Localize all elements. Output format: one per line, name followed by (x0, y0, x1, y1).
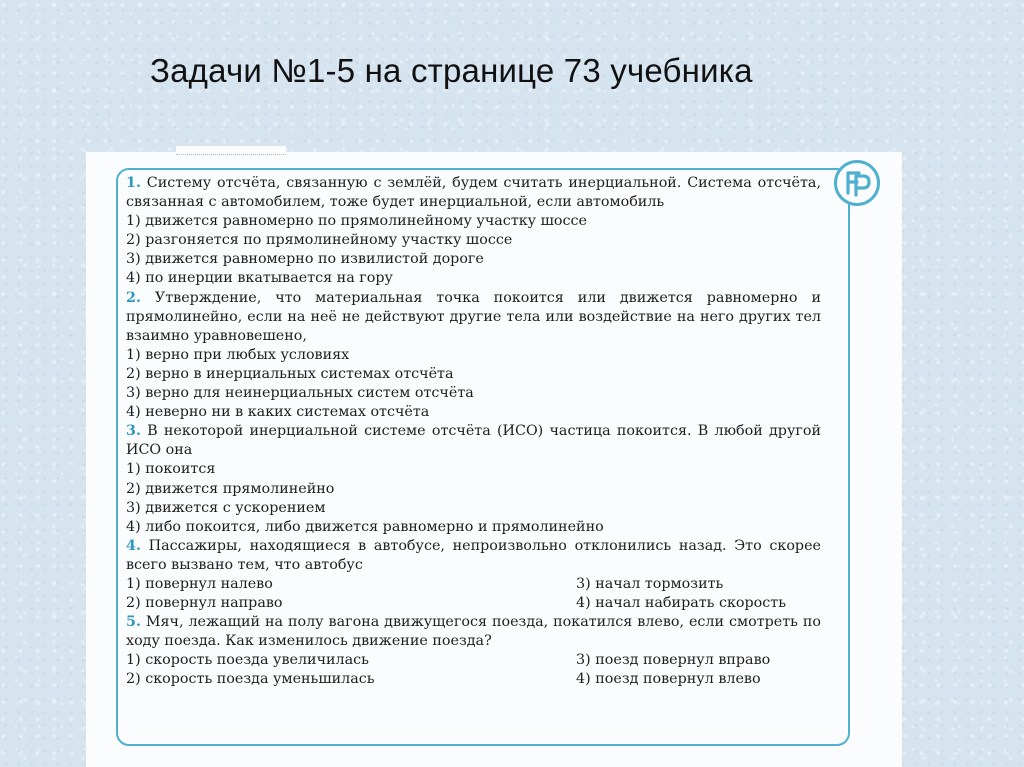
answer-option: 3) поезд повернул вправо (576, 652, 771, 669)
answer-option: 1) покоится (126, 461, 216, 478)
answer-option: 2) разгоняется по прямолинейному участку шоссе (126, 232, 513, 249)
question-2 (126, 289, 821, 423)
answer-option: 4) неверно ни в каких системах отсчёта (126, 404, 430, 421)
question-text: Пассажиры, находящиеся в автобусе, непроизвольно отклонились назад. Это скорее всего вызвано тем, что автобус (126, 537, 821, 573)
answer-option: 4) начал набирать скорость (576, 595, 786, 612)
answer-option: 2) верно в инерциальных системах отсчёта (126, 365, 454, 382)
publisher-emblem-icon (834, 160, 880, 206)
question-number: 1. (126, 175, 141, 191)
answer-option: 2) скорость поезда уменьшилась (126, 671, 375, 688)
answer-option: 1) движется равномерно по прямолинейному участку шоссе (126, 213, 587, 230)
answer-options-grid (126, 575, 821, 613)
question-5 (126, 613, 821, 689)
question-number: 3. (126, 423, 141, 440)
question-number: 5. (126, 614, 141, 631)
question-3 (126, 422, 821, 537)
question-list (126, 174, 821, 690)
answer-option: 1) повернул налево (126, 575, 273, 592)
answer-option: 4) по инерции вкатывается на гору (126, 270, 393, 287)
answer-option: 2) движется прямолинейно (126, 480, 335, 497)
answer-option: 4) либо покоится, либо движется равномерно и прямолинейно (126, 518, 604, 535)
question-text: Утверждение, что материальная точка покоится или движется равномерно и прямолинейно, если на неё не действуют другие тела или воздействие на него других тел взаимно уравновешено, (126, 289, 821, 344)
question-number: 2. (126, 289, 141, 306)
question-1 (126, 174, 821, 289)
question-text: Систему отсчёта, связанную с землёй, будем считать инерциальной. Система отсчёта, связанная с автомобилем, тоже будет инерциальной, если автомобиль (126, 175, 821, 211)
question-text: В некоторой инерциальной системе отсчёта (ИСО) частица покоится. В любой другой ИСО она (126, 423, 821, 459)
answer-option: 3) движется равномерно по извилистой дороге (126, 251, 484, 268)
answer-option: 3) движется с ускорением (126, 499, 326, 516)
answer-option: 1) скорость поезда увеличилась (126, 652, 369, 669)
answer-option: 3) начал тормозить (576, 575, 724, 592)
answer-option: 3) верно для неинерциальных систем отсчёта (126, 385, 474, 402)
slide-title: Задачи №1-5 на странице 73 учебника (150, 52, 753, 89)
page-top-fragment (176, 146, 286, 155)
answer-option: 1) верно при любых условиях (126, 346, 350, 363)
textbook-page-scan (86, 152, 902, 767)
answer-option: 2) повернул направо (126, 595, 283, 612)
question-number: 4. (126, 537, 141, 554)
answer-option: 4) поезд повернул влево (576, 671, 761, 688)
answer-options-grid (126, 651, 821, 689)
question-4 (126, 537, 821, 613)
question-text: Мяч, лежащий на полу вагона движущегося поезда, покатился влево, если смотреть по ходу поезда. Как изменилось движение поезда? (126, 614, 821, 650)
